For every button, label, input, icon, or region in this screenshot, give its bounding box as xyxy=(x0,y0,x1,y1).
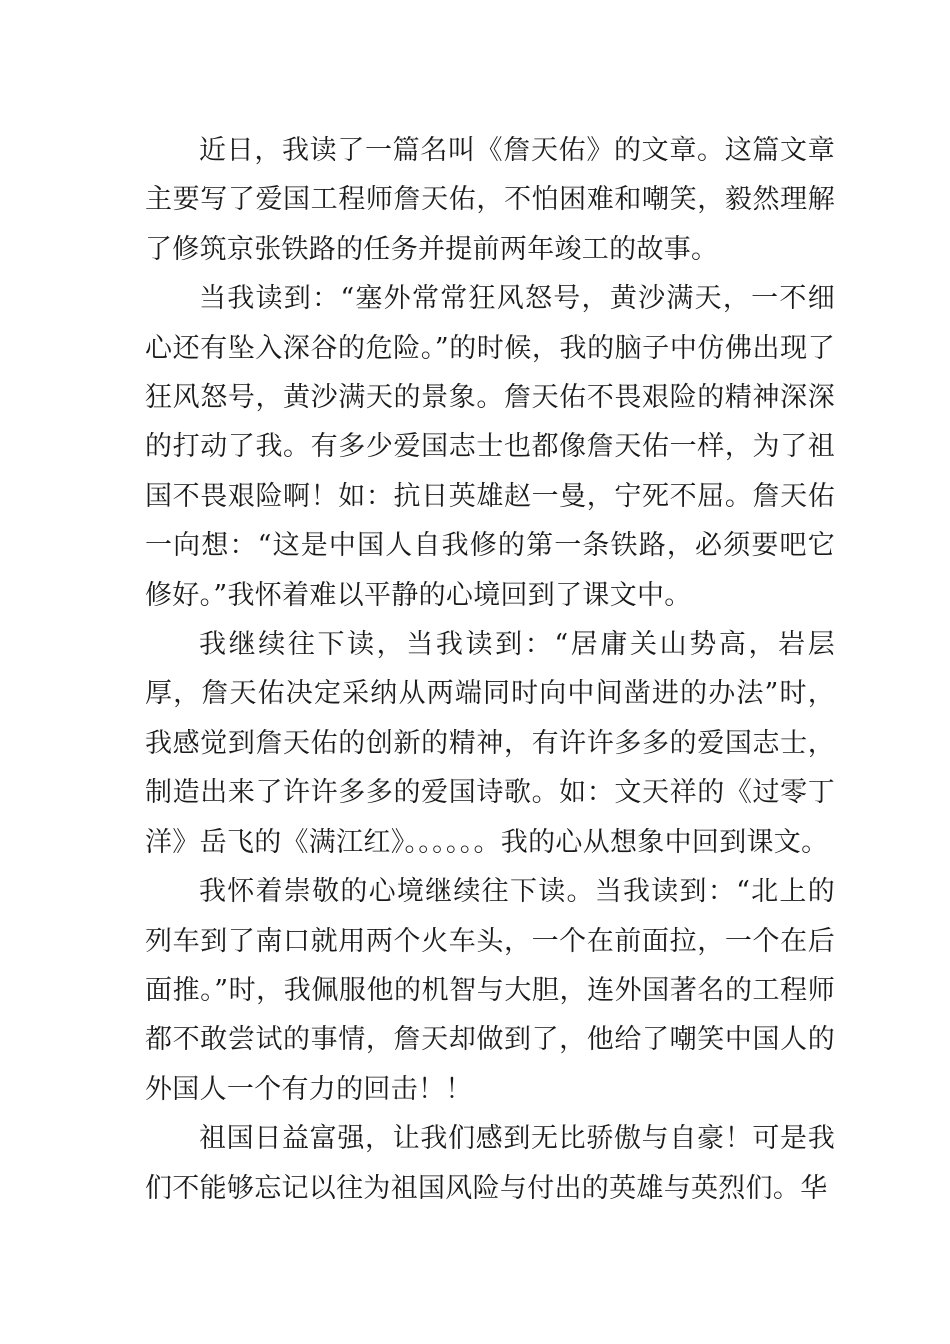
paragraph-4: 我怀着崇敬的心境继续往下读。当我读到：“北上的列车到了南口就用两个火车头，一个在前面拉，一个在后面推。”时，我佩服他的机智与大胆，连外国著名的工程师都不敢尝试的事情，詹天却做到了，他给了嘲笑中国人的外国人一个有力的回击！！ xyxy=(145,876,835,1105)
paragraph-5: 祖国日益富强，让我们感到无比骄傲与自豪！可是我们不能够忘记以往为祖国风险与付出的英雄与英烈们。华 xyxy=(145,1123,835,1204)
paragraph-3: 我继续往下读，当我读到：“居庸关山势高，岩层厚，詹天佑决定采纳从两端同时向中间凿进的办法”时，我感觉到詹天佑的创新的精神，有许许多多的爱国志士，制造出来了许许多多的爱国诗歌。如：文天祥的《过零丁洋》岳飞的《满江红》。。。。。。我的心从想象中回到课文。 xyxy=(145,629,835,858)
essay-body xyxy=(145,126,835,1213)
paragraph-2: 当我读到：“塞外常常狂风怒号，黄沙满天，一不细心还有坠入深谷的危险。”的时候，我的脑子中仿佛出现了狂风怒号，黄沙满天的景象。詹天佑不畏艰险的精神深深的打动了我。有多少爱国志士也都像詹天佑一样，为了祖国不畏艰险啊！如：抗日英雄赵一曼，宁死不屈。詹天佑一向想：“这是中国人自我修的第一条铁路，必须要吧它修好。”我怀着难以平静的心境回到了课文中。 xyxy=(145,283,835,611)
paragraph-1: 近日，我读了一篇名叫《詹天佑》的文章。这篇文章主要写了爱国工程师詹天佑，不怕困难和嘲笑，毅然理解了修筑京张铁路的任务并提前两年竣工的故事。 xyxy=(145,135,835,265)
